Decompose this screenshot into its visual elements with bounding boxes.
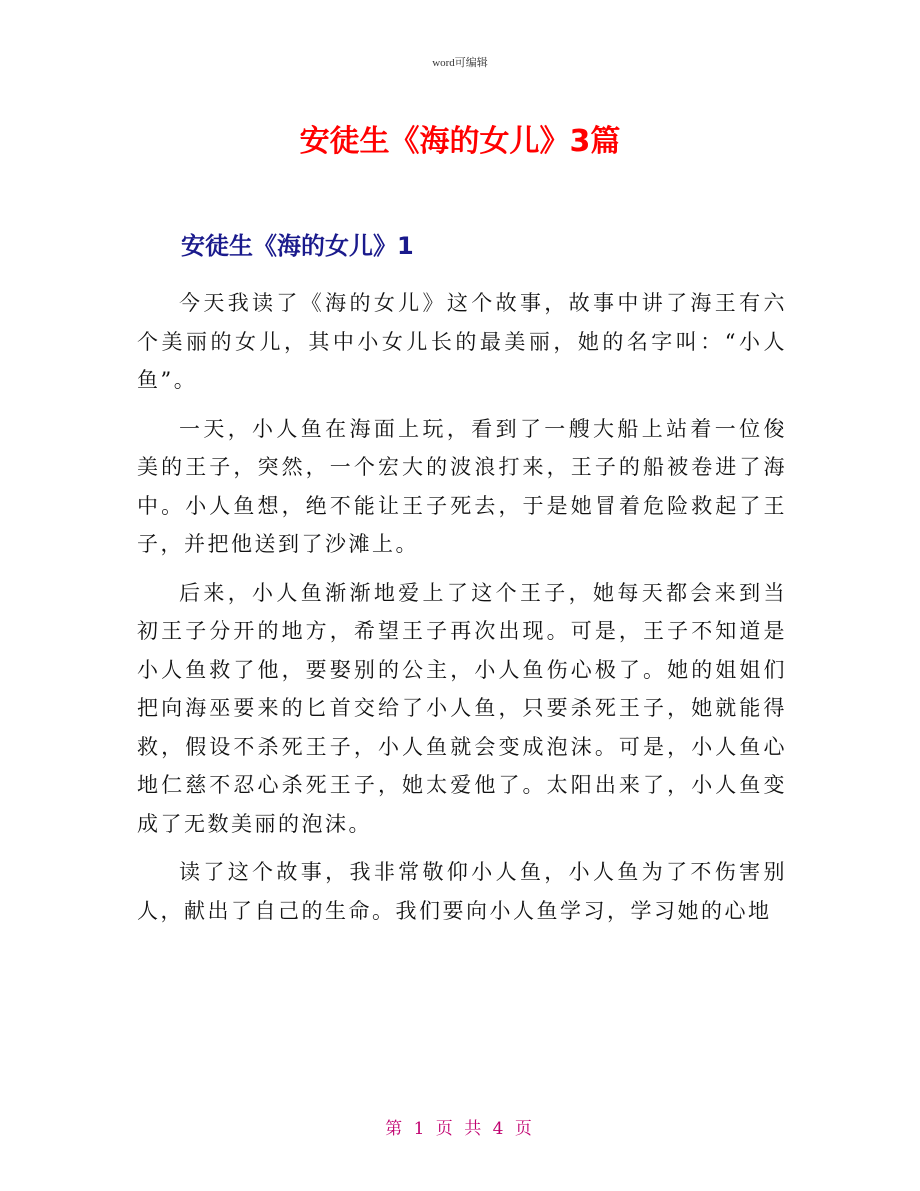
section-heading: 安徒生《海的女儿》1 <box>181 232 414 260</box>
page-number-footer: 第 1 页 共 4 页 <box>385 1119 535 1139</box>
paragraph: 读了这个故事，我非常敬仰小人鱼，小人鱼为了不伤害别人，献出了自己的生命。我们要向小人鱼学习，学习她的心地 <box>137 860 787 923</box>
paragraph: 一天，小人鱼在海面上玩，看到了一艘大船上站着一位俊美的王子，突然，一个宏大的波浪打来，王子的船被卷进了海中。小人鱼想，绝不能让王子死去，于是她冒着危险救起了王子，并把他送到了沙滩上。 <box>137 416 787 556</box>
paragraph: 后来，小人鱼渐渐地爱上了这个王子，她每天都会来到当初王子分开的地方，希望王子再次出现。可是，王子不知道是小人鱼救了他，要娶别的公主，小人鱼伤心极了。她的姐姐们把向海巫要来的匕首交给了小人鱼，只要杀死王子，她就能得救，假设不杀死王子，小人鱼就会变成泡沫。可是，小人鱼心地仁慈不忍心杀死王子，她太爱他了。太阳出来了，小人鱼变成了无数美丽的泡沫。 <box>137 580 787 836</box>
document-body <box>137 284 787 940</box>
page-header: word可编辑 <box>432 57 488 69</box>
paragraph: 今天我读了《海的女儿》这个故事，故事中讲了海王有六个美丽的女儿，其中小女儿长的最美丽，她的名字叫：“小人鱼”。 <box>137 291 787 392</box>
document-title: 安徒生《海的女儿》3篇 <box>299 124 621 159</box>
